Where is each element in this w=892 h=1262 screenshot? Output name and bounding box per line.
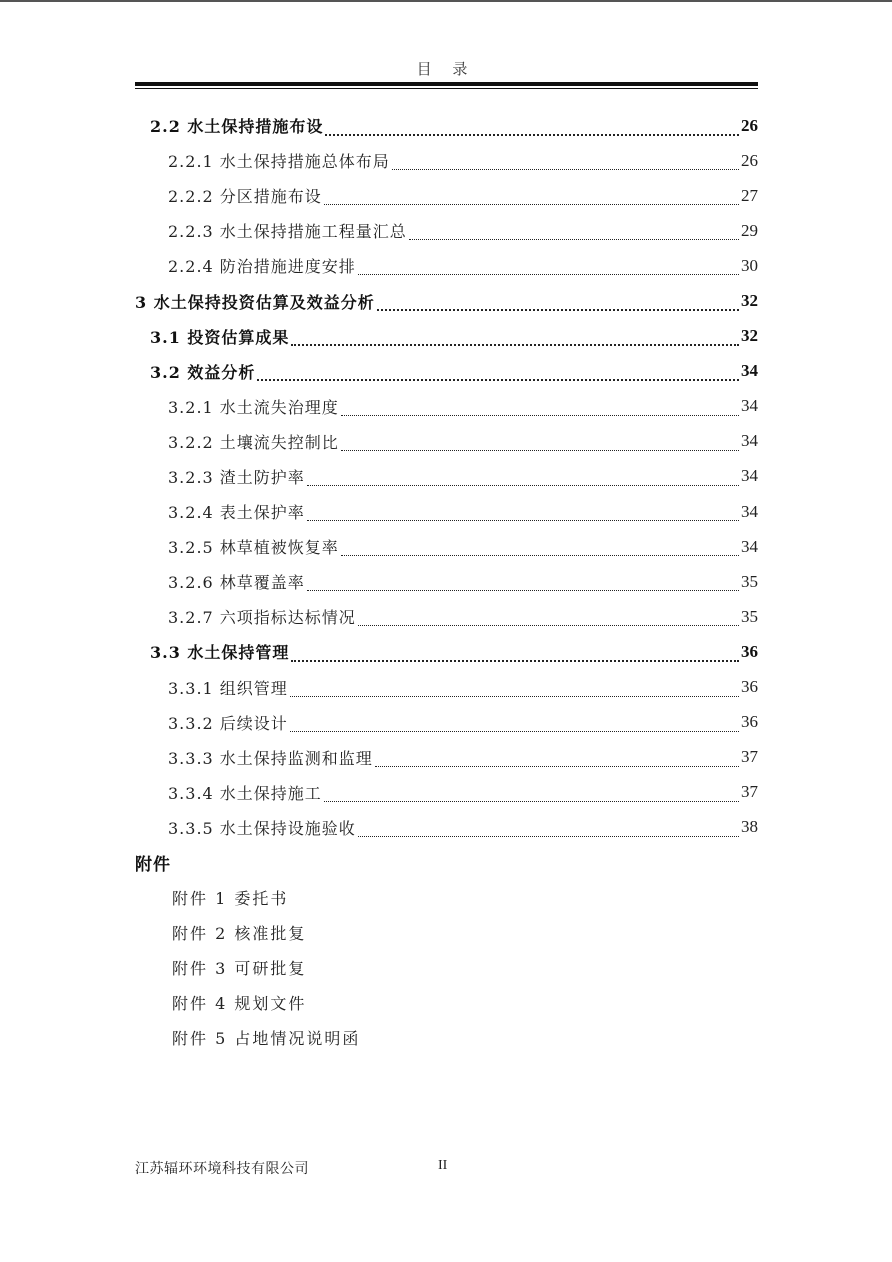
header-rule-thin <box>135 88 758 89</box>
toc-entry[interactable] <box>0 389 892 424</box>
toc-dot-leader <box>307 576 739 591</box>
appendix-item: 附件 4 规划文件 <box>172 994 307 1014</box>
toc-entry-title: 2.2.1 水土保持措施总体布局 <box>168 152 390 172</box>
toc-dot-leader <box>290 717 739 732</box>
toc-entry[interactable] <box>0 810 892 845</box>
table-of-contents <box>0 108 892 845</box>
toc-entry-page: 37 <box>741 782 758 802</box>
toc-entry[interactable] <box>0 319 892 354</box>
toc-entry-title: 3.3.4 水土保持施工 <box>168 783 322 803</box>
toc-dot-leader <box>392 155 739 170</box>
toc-entry-title: 3.1 投资估算成果 <box>150 327 290 347</box>
toc-entry-title: 2.2.3 水土保持措施工程量汇总 <box>168 222 407 242</box>
toc-entry-page: 37 <box>741 747 758 767</box>
toc-entry-page: 36 <box>741 641 758 661</box>
toc-entry-title: 3.3 水土保持管理 <box>150 643 290 663</box>
toc-dot-leader <box>307 471 739 486</box>
toc-entry-page: 34 <box>741 431 758 451</box>
toc-entry-page: 34 <box>741 501 758 521</box>
footer-company: 江苏辐环环境科技有限公司 <box>135 1161 309 1177</box>
toc-dot-leader <box>307 506 739 521</box>
toc-entry-page: 34 <box>741 361 758 381</box>
toc-dot-leader <box>257 365 739 381</box>
toc-dot-leader <box>341 541 739 556</box>
toc-entry[interactable] <box>0 599 892 634</box>
toc-entry-title: 3.2.2 土壤流失控制比 <box>168 432 339 452</box>
toc-entry[interactable] <box>0 564 892 599</box>
appendix-heading: 附件 <box>135 855 171 875</box>
toc-entry-page: 36 <box>741 677 758 697</box>
toc-entry-page: 35 <box>741 606 758 626</box>
appendix-item: 附件 1 委托书 <box>172 889 289 909</box>
toc-entry[interactable] <box>0 775 892 810</box>
toc-entry-page: 34 <box>741 466 758 486</box>
toc-entry[interactable] <box>0 354 892 389</box>
toc-dot-leader <box>290 682 739 697</box>
toc-dot-leader <box>358 822 739 837</box>
toc-entry-page: 26 <box>741 115 758 135</box>
toc-entry[interactable] <box>0 494 892 529</box>
toc-dot-leader <box>325 120 739 136</box>
toc-entry-page: 34 <box>741 536 758 556</box>
toc-entry-title: 2.2.4 防治措施进度安排 <box>168 257 356 277</box>
toc-entry-title: 2.2.2 分区措施布设 <box>168 187 322 207</box>
toc-entry[interactable] <box>0 634 892 669</box>
toc-entry-title: 3.2.5 林草植被恢复率 <box>168 538 339 558</box>
toc-entry[interactable] <box>0 108 892 143</box>
toc-dot-leader <box>375 752 739 767</box>
toc-entry-title: 3 水土保持投资估算及效益分析 <box>135 292 375 312</box>
toc-entry-page: 32 <box>741 291 758 311</box>
footer-page-number: II <box>438 1158 448 1173</box>
toc-entry-page: 30 <box>741 255 758 275</box>
toc-dot-leader <box>291 330 739 346</box>
toc-entry-page: 26 <box>741 150 758 170</box>
toc-dot-leader <box>341 436 739 451</box>
toc-entry[interactable] <box>0 213 892 248</box>
toc-entry[interactable] <box>0 670 892 705</box>
toc-dot-leader <box>341 401 739 416</box>
toc-dot-leader <box>377 295 739 311</box>
toc-entry-title: 3.2.4 表土保护率 <box>168 503 305 523</box>
toc-entry[interactable] <box>0 740 892 775</box>
toc-entry[interactable] <box>0 459 892 494</box>
toc-entry-title: 3.3.5 水土保持设施验收 <box>168 818 356 838</box>
toc-entry-page: 36 <box>741 712 758 732</box>
toc-entry-title: 3.3.3 水土保持监测和监理 <box>168 748 373 768</box>
toc-entry[interactable] <box>0 529 892 564</box>
appendix-item: 附件 5 占地情况说明函 <box>172 1029 361 1049</box>
toc-entry-title: 2.2 水土保持措施布设 <box>150 117 324 137</box>
toc-entry-title: 3.3.2 后续设计 <box>168 713 288 733</box>
toc-dot-leader <box>358 611 739 626</box>
appendix-list <box>172 880 360 1055</box>
toc-entry-page: 38 <box>741 817 758 837</box>
toc-entry-title: 3.2.1 水土流失治理度 <box>168 397 339 417</box>
toc-dot-leader <box>291 646 739 662</box>
toc-entry-title: 3.2.7 六项指标达标情况 <box>168 608 356 628</box>
header-rule-thick <box>135 82 758 86</box>
toc-entry-page: 34 <box>741 396 758 416</box>
toc-entry-title: 3.2.3 渣土防护率 <box>168 467 305 487</box>
toc-entry[interactable] <box>0 705 892 740</box>
page-header-title: 目 录 <box>416 60 476 78</box>
toc-entry-page: 27 <box>741 185 758 205</box>
toc-entry-page: 32 <box>741 326 758 346</box>
toc-dot-leader <box>358 260 739 275</box>
toc-entry[interactable] <box>0 248 892 283</box>
toc-entry[interactable] <box>0 143 892 178</box>
toc-dot-leader <box>409 225 739 240</box>
appendix-item: 附件 3 可研批复 <box>172 959 307 979</box>
toc-entry[interactable] <box>0 178 892 213</box>
toc-entry[interactable] <box>0 283 892 318</box>
toc-entry-title: 3.2.6 林草覆盖率 <box>168 573 305 593</box>
toc-entry-page: 29 <box>741 220 758 240</box>
toc-entry-title: 3.3.1 组织管理 <box>168 678 288 698</box>
toc-dot-leader <box>324 190 739 205</box>
appendix-item: 附件 2 核准批复 <box>172 924 307 944</box>
toc-entry[interactable] <box>0 424 892 459</box>
page-top-border <box>0 0 892 2</box>
toc-entry-page: 35 <box>741 571 758 591</box>
toc-entry-title: 3.2 效益分析 <box>150 362 256 382</box>
toc-dot-leader <box>324 787 739 802</box>
